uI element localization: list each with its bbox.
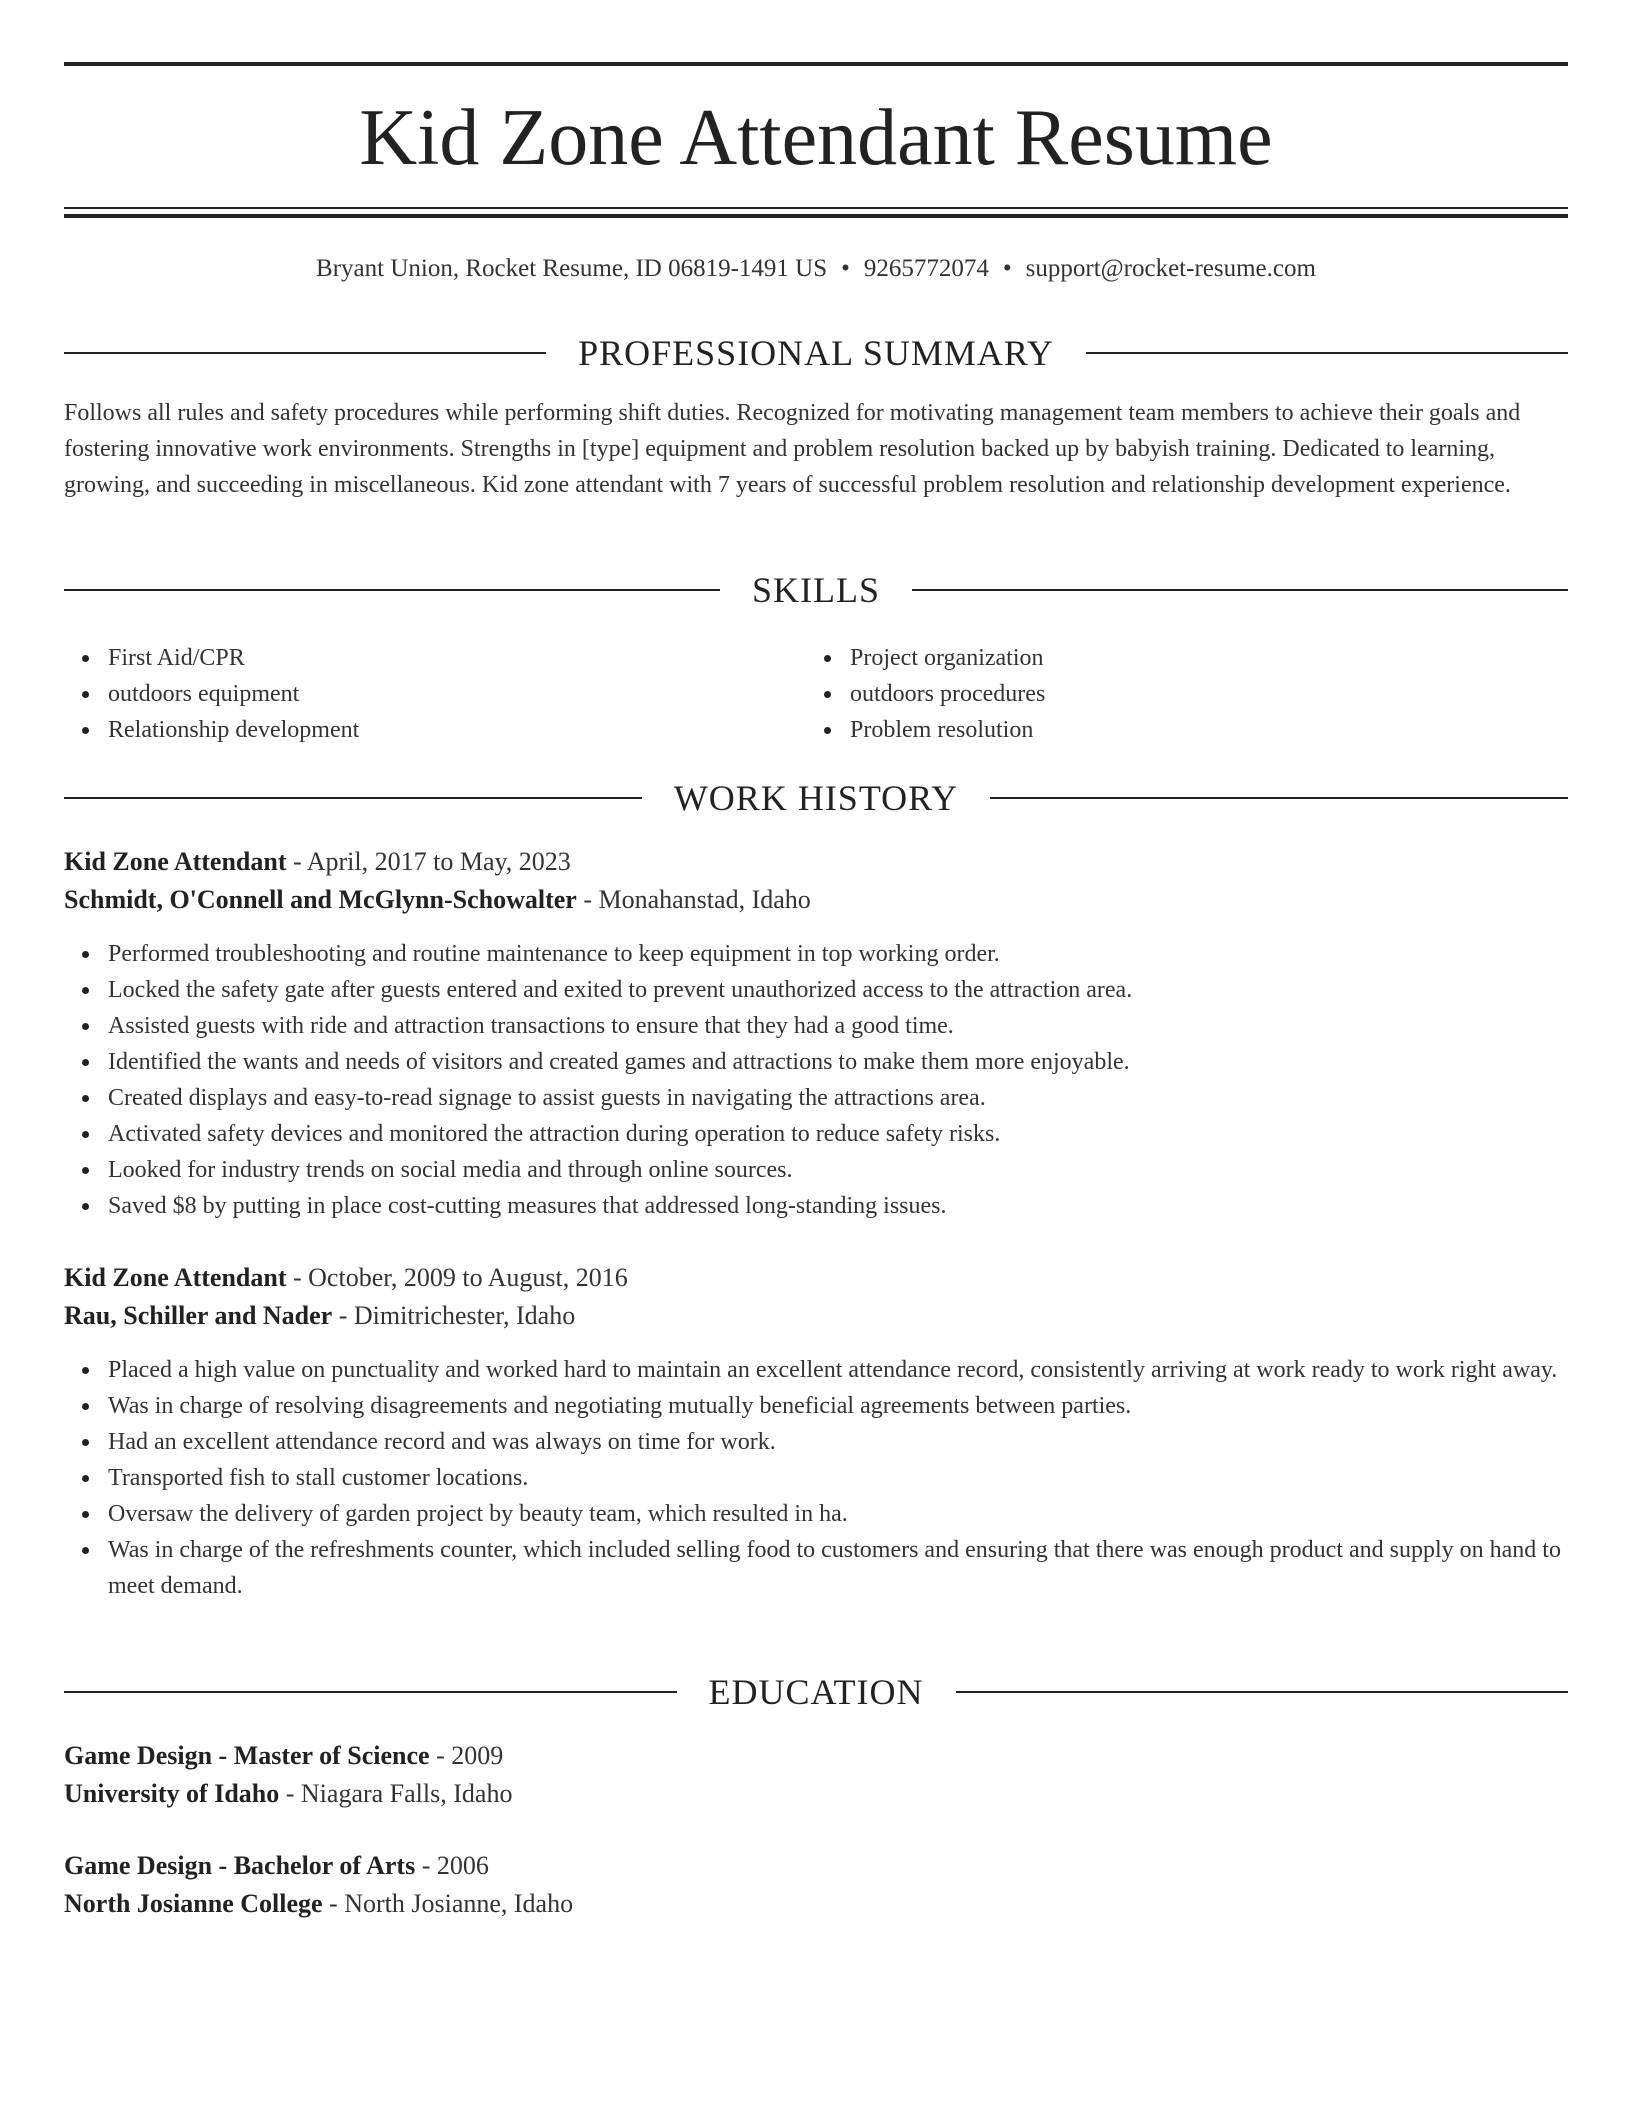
work-section-header <box>64 774 1568 822</box>
job-1-bullets <box>64 936 1568 1224</box>
section-rule <box>1086 352 1568 354</box>
edu-1-location: - Niagara Falls, Idaho <box>285 1779 513 1808</box>
job-1-location: - Monahanstad, Idaho <box>583 885 811 914</box>
job-bullet: Locked the safety gate after guests entered and exited to prevent unauthorized access to the attraction area. <box>108 972 1568 1008</box>
title-rule-thin <box>64 207 1568 209</box>
edu-2-school-line <box>64 1885 1568 1923</box>
job-bullet: Created displays and easy-to-read signage to assist guests in navigating the attractions area. <box>108 1080 1568 1116</box>
skill-item: Problem resolution <box>850 712 1550 748</box>
edu-2-school: North Josianne College <box>64 1889 323 1918</box>
contact-phone: 9265772074 <box>863 255 989 282</box>
top-rule <box>64 62 1568 66</box>
summary-heading: PROFESSIONAL SUMMARY <box>578 333 1054 373</box>
job-2-location: - Dimitrichester, Idaho <box>338 1301 576 1330</box>
skills-list-right <box>806 640 1550 748</box>
contact-separator: • <box>1002 255 1012 282</box>
job-1-company: Schmidt, O'Connell and McGlynn-Schowalter <box>64 885 577 914</box>
summary-text: Follows all rules and safety procedures while performing shift duties. Recognized for motivating management team members to achieve their goals and fostering innovative work environments. Strengths in [type] equipment and problem resolution backed up by babyish training. Dedicated to learning, growing, and succeeding in miscellaneous. Kid zone attendant with 7 years of successful problem resolution and relationship development experience. <box>64 400 1521 498</box>
edu-1-year: - 2009 <box>436 1741 504 1770</box>
job-2-title: Kid Zone Attendant <box>64 1263 287 1292</box>
edu-1-school-line <box>64 1775 1568 1813</box>
edu-1-degree-line <box>64 1737 1568 1775</box>
edu-2-year: - 2006 <box>421 1851 489 1880</box>
contact-line <box>64 252 1568 286</box>
title-rule-thick <box>64 214 1568 218</box>
job-2-company-line <box>64 1297 1568 1335</box>
section-rule <box>912 589 1568 591</box>
skill-item: Relationship development <box>108 712 808 748</box>
job-1-title-line <box>64 843 1568 881</box>
job-bullet: Had an excellent attendance record and was always on time for work. <box>108 1424 1568 1460</box>
job-bullet: Identified the wants and needs of visitors and created games and attractions to make them more enjoyable. <box>108 1044 1568 1080</box>
resume-title: Kid Zone Attendant Resume <box>359 94 1273 182</box>
job-2-dates: - October, 2009 to August, 2016 <box>293 1263 628 1292</box>
job-1-title: Kid Zone Attendant <box>64 847 287 876</box>
work-heading: WORK HISTORY <box>673 778 959 818</box>
skill-item: First Aid/CPR <box>108 640 808 676</box>
section-rule <box>64 589 720 591</box>
edu-2-location: - North Josianne, Idaho <box>329 1889 574 1918</box>
skills-section-header <box>64 566 1568 614</box>
job-bullet: Performed troubleshooting and routine maintenance to keep equipment in top working order. <box>108 936 1568 972</box>
section-rule <box>956 1691 1569 1693</box>
job-2-title-line <box>64 1259 1568 1297</box>
job-2-company: Rau, Schiller and Nader <box>64 1301 333 1330</box>
job-1-dates: - April, 2017 to May, 2023 <box>293 847 571 876</box>
section-rule <box>64 797 642 799</box>
contact-email: support@rocket-resume.com <box>1025 255 1316 282</box>
job-bullet: Looked for industry trends on social media and through online sources. <box>108 1152 1568 1188</box>
summary-section-header <box>64 329 1568 377</box>
job-bullet: Assisted guests with ride and attraction transactions to ensure that they had a good time. <box>108 1008 1568 1044</box>
section-rule <box>990 797 1568 799</box>
job-bullet: Oversaw the delivery of garden project by beauty team, which resulted in ha. <box>108 1496 1568 1532</box>
skill-item: outdoors procedures <box>850 676 1550 712</box>
education-heading: EDUCATION <box>708 1672 924 1712</box>
section-rule <box>64 352 546 354</box>
job-bullet: Transported fish to stall customer locations. <box>108 1460 1568 1496</box>
skill-item: Project organization <box>850 640 1550 676</box>
edu-2-degree-line <box>64 1847 1568 1885</box>
job-bullet: Was in charge of the refreshments counter, which included selling food to customers and ensuring that there was enough product and supply on hand to meet demand. <box>108 1532 1568 1604</box>
skills-heading <box>720 566 912 614</box>
job-bullet: Activated safety devices and monitored the attraction during operation to reduce safety risks. <box>108 1116 1568 1152</box>
contact-address: Bryant Union, Rocket Resume, ID 06819-1491 US <box>316 255 828 282</box>
edu-1-school: University of Idaho <box>64 1779 280 1808</box>
job-bullet: Placed a high value on punctuality and worked hard to maintain an excellent attendance record, consistently arriving at work ready to work right away. <box>108 1352 1568 1388</box>
section-rule <box>64 1691 677 1693</box>
job-1-company-line <box>64 881 1568 919</box>
job-bullet: Was in charge of resolving disagreements and negotiating mutually beneficial agreements between parties. <box>108 1388 1568 1424</box>
skills-heading-text: SKILLS <box>752 570 881 610</box>
skill-item: outdoors equipment <box>108 676 808 712</box>
contact-separator: • <box>841 255 850 282</box>
education-section-header <box>64 1668 1568 1716</box>
skills-list-left <box>64 640 808 748</box>
edu-2-degree: Game Design - Bachelor of Arts <box>64 1851 416 1880</box>
job-bullet: Saved $8 by putting in place cost-cutting measures that addressed long-standing issues. <box>108 1188 1568 1224</box>
job-2-bullets <box>64 1352 1568 1604</box>
edu-1-degree: Game Design - Master of Science <box>64 1741 430 1770</box>
